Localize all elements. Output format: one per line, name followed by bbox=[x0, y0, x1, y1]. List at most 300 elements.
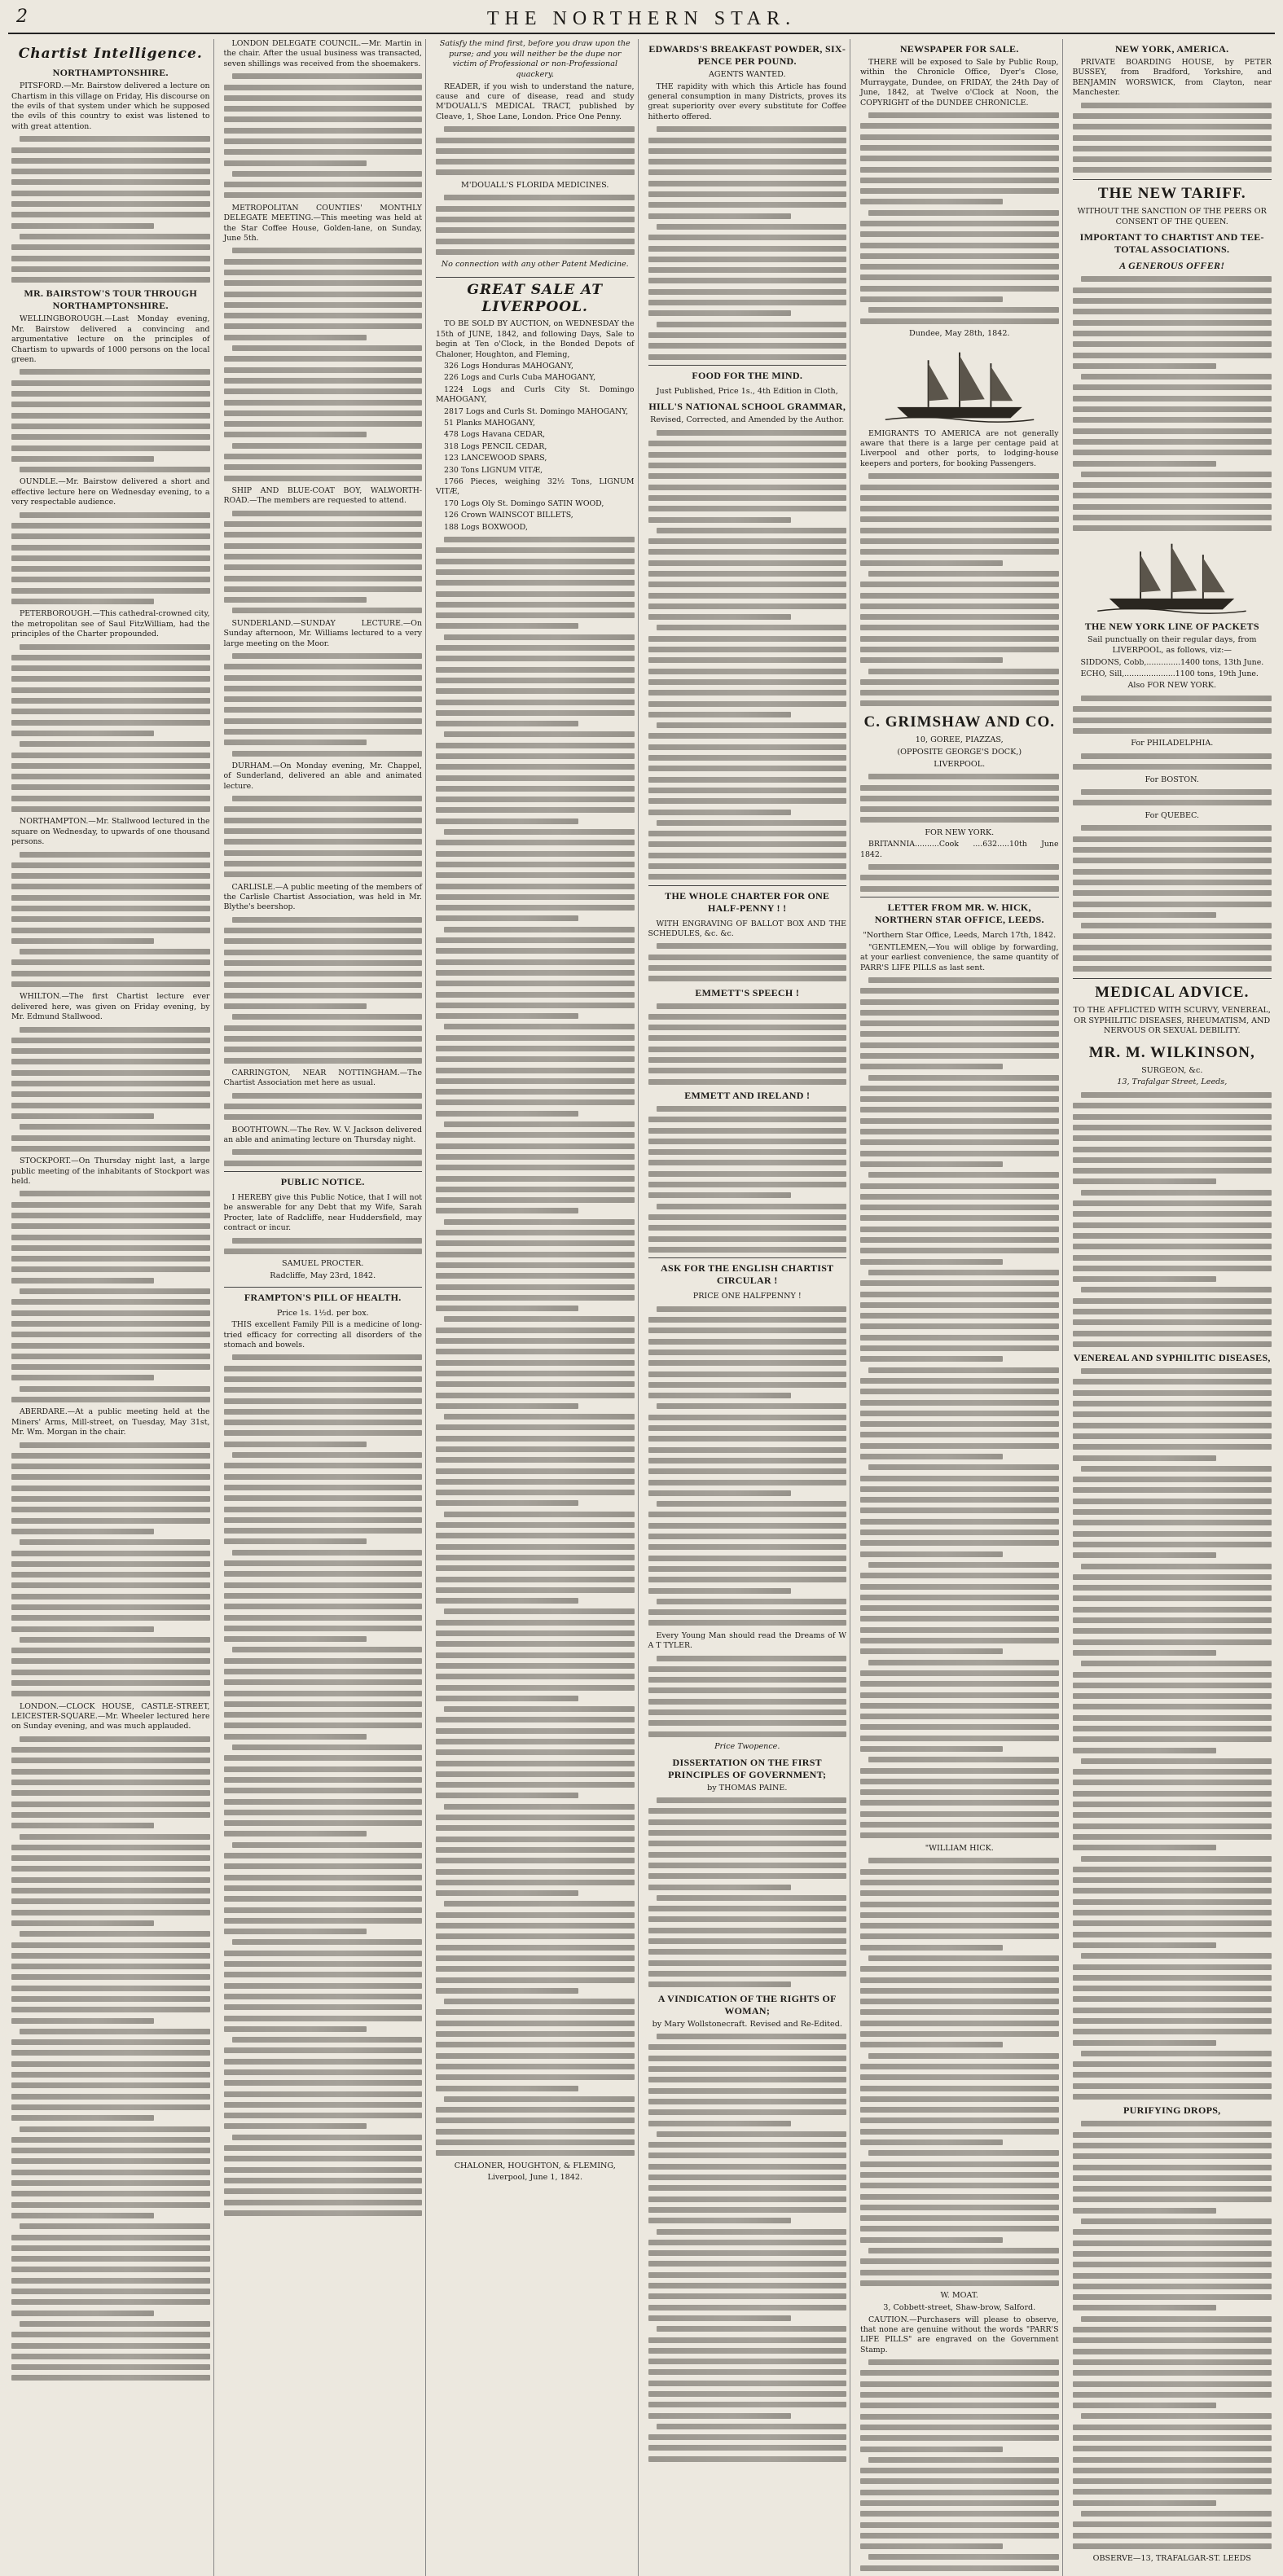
text-line bbox=[1073, 384, 1272, 390]
text-line bbox=[648, 1247, 847, 1253]
text-line bbox=[232, 1452, 423, 1458]
text-line bbox=[11, 1146, 210, 1152]
text-line bbox=[648, 1214, 847, 1220]
text-line bbox=[860, 2021, 1059, 2026]
text-block bbox=[860, 473, 1059, 706]
text-line bbox=[436, 1099, 635, 1105]
text-line bbox=[436, 1923, 635, 1929]
text-line bbox=[11, 1801, 210, 1807]
text-line bbox=[224, 192, 423, 198]
text-line bbox=[11, 916, 210, 922]
text-line bbox=[444, 1608, 635, 1614]
text-line bbox=[1073, 2446, 1272, 2451]
text-line bbox=[648, 1949, 847, 1955]
text-line bbox=[1073, 2425, 1272, 2430]
text-block bbox=[224, 73, 423, 198]
text-line bbox=[648, 1490, 791, 1496]
text-line bbox=[20, 2223, 210, 2229]
text-line bbox=[224, 2123, 367, 2129]
text-line bbox=[648, 506, 847, 511]
text-line bbox=[11, 1518, 210, 1524]
text-block bbox=[860, 864, 1059, 892]
text-line bbox=[1081, 1661, 1272, 1666]
text-line bbox=[224, 367, 423, 373]
text-line bbox=[860, 1779, 1059, 1784]
text-line bbox=[860, 1540, 1059, 1546]
text-line bbox=[224, 1875, 423, 1880]
text-line bbox=[224, 182, 423, 187]
text-line bbox=[860, 1292, 1059, 1297]
text-line bbox=[1073, 406, 1272, 412]
sale-date: Liverpool, June 1, 1842. bbox=[487, 2173, 583, 2183]
text-line bbox=[11, 1354, 210, 1359]
text-line bbox=[657, 722, 847, 728]
text-line bbox=[224, 1777, 423, 1783]
letter-heading: LETTER FROM MR. W. HICK, NORTHERN STAR OFFICE, LEEDS. bbox=[860, 897, 1059, 926]
text-line bbox=[224, 1799, 423, 1805]
text-line bbox=[1073, 2435, 1272, 2441]
text-line bbox=[436, 1111, 578, 1117]
text-line bbox=[224, 259, 423, 265]
text-line bbox=[436, 937, 635, 943]
text-line bbox=[224, 1047, 423, 1052]
text-block bbox=[860, 1858, 1059, 2286]
text-line bbox=[436, 1815, 635, 1820]
text-line bbox=[648, 1906, 847, 1911]
text-line bbox=[11, 545, 210, 551]
text-line bbox=[1073, 1932, 1272, 1937]
text-line bbox=[648, 614, 791, 620]
text-line bbox=[860, 2129, 1059, 2135]
text-line bbox=[657, 2034, 847, 2039]
text-line bbox=[648, 1609, 847, 1615]
text-line bbox=[1073, 1477, 1272, 1482]
text-line bbox=[436, 1912, 635, 1918]
text-line bbox=[860, 1086, 1059, 1091]
text-line bbox=[20, 467, 210, 472]
text-line bbox=[868, 1270, 1059, 1275]
text-line bbox=[860, 2565, 1059, 2571]
text-line bbox=[860, 1129, 1059, 1134]
text-line bbox=[868, 1172, 1059, 1178]
text-line bbox=[860, 2031, 1059, 2037]
text-line bbox=[224, 1442, 367, 1447]
text-line bbox=[232, 345, 423, 351]
text-line bbox=[224, 1495, 423, 1501]
text-line bbox=[860, 199, 1003, 204]
text-line bbox=[436, 1500, 578, 1506]
text-line bbox=[860, 2543, 1003, 2549]
text-line bbox=[860, 1933, 1059, 1939]
text-line bbox=[860, 1139, 1059, 1145]
text-line bbox=[11, 1485, 210, 1491]
text-line bbox=[860, 2270, 1059, 2275]
text-block bbox=[224, 653, 423, 757]
text-line bbox=[224, 664, 423, 669]
text-line bbox=[860, 516, 1059, 522]
text-line bbox=[11, 1496, 210, 1502]
text-line bbox=[11, 256, 210, 261]
text-line bbox=[648, 138, 847, 143]
text-line bbox=[1073, 146, 1272, 151]
text-line bbox=[860, 2370, 1059, 2376]
public-notice-heading: PUBLIC NOTICE. bbox=[224, 1171, 423, 1188]
text-line bbox=[860, 1692, 1059, 1698]
text-line bbox=[657, 1656, 847, 1661]
text-line bbox=[436, 1306, 578, 1311]
text-line bbox=[860, 1584, 1059, 1590]
text-line bbox=[1073, 2196, 1272, 2202]
text-line bbox=[1081, 1368, 1272, 1374]
text-line bbox=[860, 1421, 1059, 1427]
text-line bbox=[860, 188, 1059, 194]
text-line bbox=[868, 2359, 1059, 2365]
text-line bbox=[860, 1902, 1059, 1907]
text-line bbox=[860, 817, 1059, 823]
text-line bbox=[1073, 2337, 1272, 2343]
text-line bbox=[860, 988, 1059, 994]
dissertation-text: by THOMAS PAINE. bbox=[707, 1783, 788, 1793]
text-line bbox=[648, 2337, 847, 2343]
medical-address: 13, Trafalgar Street, Leeds, bbox=[1117, 1077, 1228, 1087]
text-line bbox=[860, 999, 1059, 1005]
text-line bbox=[11, 191, 210, 196]
text-line bbox=[1073, 113, 1272, 119]
text-line bbox=[860, 1486, 1059, 1492]
food-heading: FOOD FOR THE MIND. bbox=[648, 365, 847, 382]
text-line bbox=[224, 2145, 423, 2151]
text-line bbox=[648, 1709, 847, 1715]
text-line bbox=[11, 1375, 154, 1380]
text-line bbox=[1073, 1499, 1272, 1504]
text-line bbox=[11, 906, 210, 911]
text-line bbox=[224, 149, 423, 155]
text-line bbox=[868, 1955, 1059, 1961]
text-line bbox=[860, 1042, 1059, 1048]
text-line bbox=[436, 2031, 635, 2037]
text-line bbox=[860, 243, 1059, 248]
text-line bbox=[436, 1565, 635, 1571]
text-line bbox=[436, 1273, 635, 1279]
text-line bbox=[436, 1966, 635, 1972]
text-line bbox=[1073, 912, 1216, 918]
text-line bbox=[1073, 1672, 1272, 1678]
text-line bbox=[436, 743, 635, 748]
text-line bbox=[648, 1171, 847, 1177]
text-line bbox=[224, 1701, 423, 1707]
text-line bbox=[20, 1191, 210, 1196]
text-line bbox=[1073, 1715, 1272, 1721]
text-line bbox=[436, 1793, 578, 1798]
text-line bbox=[1073, 2132, 1272, 2138]
text-line bbox=[436, 1424, 635, 1430]
text-line bbox=[648, 1981, 791, 1987]
text-line bbox=[224, 1691, 423, 1696]
text-line bbox=[1073, 1877, 1272, 1883]
text-line bbox=[657, 1403, 847, 1409]
text-line bbox=[1073, 461, 1216, 467]
text-line bbox=[648, 1371, 847, 1377]
newyork-text: PRIVATE BOARDING HOUSE, by PETER BUSSEY, from Bradford, Yorkshire, and BENJAMIN WORSWICK, from Clayton, near Manchester. bbox=[1072, 58, 1272, 98]
text-line bbox=[868, 2248, 1059, 2253]
text-line bbox=[1073, 1244, 1272, 1249]
text-line bbox=[648, 1523, 847, 1529]
text-line bbox=[11, 2235, 210, 2240]
text-line bbox=[860, 2096, 1059, 2102]
text-line bbox=[860, 1389, 1059, 1394]
text-line bbox=[648, 495, 847, 501]
text-line bbox=[20, 1386, 210, 1392]
text-line bbox=[1073, 156, 1272, 162]
text-line bbox=[1073, 1487, 1272, 1493]
newspaper-title: THE NORTHERN STAR. bbox=[486, 8, 797, 29]
text-line bbox=[436, 602, 635, 608]
text-line bbox=[648, 2250, 847, 2256]
text-line bbox=[1073, 1255, 1272, 1261]
text-line bbox=[860, 1497, 1059, 1503]
text-line bbox=[657, 820, 847, 826]
text-line bbox=[224, 1366, 423, 1371]
text-line bbox=[1073, 1168, 1272, 1174]
food-title: HILL'S NATIONAL SCHOOL GRAMMAR, bbox=[648, 401, 846, 413]
tract-note: No connection with any other Patent Medicine. bbox=[441, 260, 629, 270]
text-line bbox=[648, 191, 847, 197]
moat-signature: W. MOAT. bbox=[940, 2291, 978, 2301]
text-line bbox=[1073, 1276, 1216, 1282]
text-line bbox=[11, 2072, 210, 2078]
text-line bbox=[648, 2413, 791, 2419]
text-line bbox=[1073, 2273, 1272, 2279]
text-line bbox=[648, 1415, 847, 1420]
text-block bbox=[648, 430, 847, 880]
text-line bbox=[648, 1117, 847, 1122]
text-line bbox=[11, 445, 210, 451]
text-line bbox=[11, 1877, 210, 1883]
text-line bbox=[11, 2354, 210, 2359]
text-line bbox=[1073, 1910, 1272, 1916]
text-line bbox=[224, 564, 423, 570]
text-line bbox=[20, 512, 210, 518]
text-line bbox=[11, 1245, 210, 1251]
text-line bbox=[648, 1928, 847, 1933]
text-line bbox=[860, 2074, 1059, 2080]
text-line bbox=[1073, 1341, 1272, 1347]
text-line bbox=[224, 1507, 423, 1512]
text-line bbox=[436, 1349, 635, 1354]
sale-lot: 478 Logs Havana CEDAR, bbox=[444, 430, 546, 440]
text-line bbox=[232, 1842, 423, 1848]
text-line bbox=[648, 1577, 847, 1582]
pills-heading: FRAMPTON'S PILL OF HEALTH. bbox=[224, 1287, 423, 1304]
text-line bbox=[860, 1010, 1059, 1016]
text-line bbox=[11, 523, 210, 529]
text-line bbox=[648, 2283, 847, 2289]
article-text: WHILTON.—The first Chartist lecture ever delivered here, was given on Friday evening, by Mr. Edmund Stallwood. bbox=[11, 992, 210, 1022]
text-line bbox=[436, 786, 635, 792]
text-line bbox=[648, 1687, 847, 1693]
text-line bbox=[1073, 933, 1272, 939]
article-text: ABERDARE.—At a public meeting held at the Miners' Arms, Mill-street, on Tuesday, May 31st, Mr. Wm. Morgan in the chair. bbox=[11, 1407, 210, 1437]
text-line bbox=[860, 2381, 1059, 2387]
text-line bbox=[1081, 2511, 1272, 2517]
text-line bbox=[860, 1605, 1059, 1611]
column-4 bbox=[645, 39, 851, 2576]
text-line bbox=[648, 657, 847, 663]
text-line bbox=[860, 796, 1059, 801]
text-line bbox=[444, 126, 635, 132]
text-line bbox=[11, 665, 210, 671]
letter-text: "GENTLEMEN,—You will oblige by forwarding, at your earliest convenience, the same quantity of PARR'S LIFE PILLS as last sent. bbox=[860, 942, 1059, 972]
text-line bbox=[1073, 1379, 1272, 1385]
text-line bbox=[11, 884, 210, 889]
text-line bbox=[860, 1670, 1059, 1676]
text-line bbox=[11, 1507, 210, 1512]
text-line bbox=[1073, 2175, 1272, 2181]
text-line bbox=[20, 2126, 210, 2132]
text-line bbox=[436, 688, 635, 694]
text-line bbox=[436, 2086, 578, 2091]
medical-footer: OBSERVE—13, TRAFALGAR-ST. LEEDS bbox=[1092, 2554, 1251, 2564]
text-line bbox=[860, 1714, 1059, 1719]
text-line bbox=[1073, 2229, 1272, 2235]
text-line bbox=[436, 1847, 635, 1853]
text-line bbox=[860, 549, 1059, 555]
text-line bbox=[11, 2278, 210, 2284]
text-line bbox=[436, 1436, 635, 1442]
text-line bbox=[648, 181, 847, 187]
text-line bbox=[224, 1463, 423, 1468]
text-line bbox=[11, 1256, 210, 1262]
text-line bbox=[657, 528, 847, 533]
text-line bbox=[224, 1722, 423, 1728]
text-line bbox=[224, 1058, 423, 1064]
text-line bbox=[860, 1259, 1003, 1265]
text-line bbox=[860, 1789, 1059, 1795]
text-block bbox=[860, 2359, 1059, 2571]
text-line bbox=[224, 532, 423, 538]
text-line bbox=[860, 657, 1003, 663]
text-line bbox=[11, 1397, 210, 1402]
text-line bbox=[648, 1182, 847, 1187]
text-block bbox=[860, 774, 1059, 823]
text-line bbox=[11, 533, 210, 539]
food-text: Revised, Corrected, and Amended by the Author. bbox=[650, 415, 845, 425]
text-line bbox=[1073, 1266, 1272, 1271]
text-line bbox=[1073, 1531, 1272, 1537]
text-line bbox=[860, 1183, 1059, 1189]
half-penny-heading: THE WHOLE CHARTER FOR ONE HALF-PENNY ! ! bbox=[648, 885, 847, 915]
text-line bbox=[11, 2311, 154, 2316]
text-line bbox=[11, 1964, 210, 1969]
text-line bbox=[648, 798, 847, 804]
text-line bbox=[648, 1620, 847, 1626]
text-line bbox=[436, 1620, 635, 1626]
text-line bbox=[224, 85, 423, 90]
text-line bbox=[1073, 1411, 1272, 1417]
text-line bbox=[224, 160, 367, 166]
pills-text: THIS excellent Family Pill is a medicine of long-tried efficacy for correcting all disorders of the stomach and bowels. bbox=[223, 1320, 422, 1349]
text-line bbox=[436, 1945, 635, 1951]
text-line bbox=[11, 1888, 210, 1894]
sale-lot: 326 Logs Honduras MAHOGANY, bbox=[444, 361, 573, 371]
text-line bbox=[436, 1652, 635, 1658]
text-line bbox=[436, 1403, 578, 1409]
text-line bbox=[648, 1971, 847, 1977]
newspaper-sale-heading: NEWSPAPER FOR SALE. bbox=[899, 43, 1019, 55]
text-line bbox=[860, 2500, 1059, 2506]
text-line bbox=[1073, 2008, 1272, 2013]
text-line bbox=[224, 1788, 423, 1793]
text-line bbox=[436, 1457, 635, 1463]
text-line bbox=[648, 2196, 847, 2202]
dissertation-price: Price Twopence. bbox=[714, 1741, 780, 1751]
text-line bbox=[657, 224, 847, 230]
text-line bbox=[1073, 1964, 1272, 1970]
text-line bbox=[648, 1960, 847, 1966]
text-line bbox=[1073, 2143, 1272, 2148]
text-line bbox=[224, 1626, 423, 1631]
text-line bbox=[1073, 2533, 1272, 2539]
text-line bbox=[436, 2053, 635, 2059]
text-line bbox=[648, 1079, 847, 1085]
text-line bbox=[1073, 2359, 1272, 2365]
text-line bbox=[1073, 2521, 1272, 2527]
text-line bbox=[11, 1135, 210, 1141]
text-line bbox=[436, 1717, 635, 1722]
text-line bbox=[648, 354, 847, 360]
text-line bbox=[1081, 825, 1272, 831]
text-line bbox=[1073, 2083, 1272, 2089]
text-line bbox=[657, 430, 847, 436]
masthead bbox=[8, 7, 1275, 34]
text-line bbox=[11, 1582, 210, 1588]
text-block bbox=[436, 126, 635, 175]
text-line bbox=[11, 1594, 210, 1600]
newspaper-sale-date: Dundee, May 28th, 1842. bbox=[909, 328, 1010, 338]
article-text: NORTHAMPTON.—Mr. Stallwood lectured in the square on Wednesday, to upwards of one thousand persons. bbox=[11, 817, 210, 847]
text-line bbox=[648, 701, 847, 707]
text-line bbox=[232, 171, 423, 177]
text-line bbox=[648, 954, 847, 960]
text-line bbox=[868, 2457, 1059, 2463]
text-line bbox=[648, 441, 847, 446]
text-line bbox=[11, 1235, 210, 1240]
text-line bbox=[436, 1013, 578, 1019]
text-line bbox=[224, 1420, 423, 1425]
text-line bbox=[860, 700, 1059, 706]
text-line bbox=[436, 1858, 635, 1863]
grimshaw-heading: C. GRIMSHAW AND CO. bbox=[863, 713, 1056, 731]
text-line bbox=[1073, 525, 1272, 531]
text-line bbox=[11, 959, 210, 965]
text-line bbox=[436, 1674, 635, 1679]
text-line bbox=[648, 571, 847, 577]
text-line bbox=[1073, 167, 1272, 173]
column-5 bbox=[857, 39, 1063, 2576]
text-line bbox=[436, 851, 635, 857]
text-line bbox=[1073, 1693, 1272, 1699]
text-line bbox=[11, 2018, 154, 2024]
food-subheading: Just Published, Price 1s., 4th Edition in Cloth, bbox=[656, 386, 838, 396]
text-line bbox=[11, 1561, 210, 1567]
text-line bbox=[436, 1056, 635, 1062]
text-line bbox=[436, 667, 635, 673]
text-line bbox=[224, 2026, 367, 2032]
text-block bbox=[860, 977, 1059, 1838]
text-block bbox=[11, 369, 210, 472]
text-line bbox=[1073, 1595, 1272, 1601]
text-line bbox=[20, 1027, 210, 1033]
